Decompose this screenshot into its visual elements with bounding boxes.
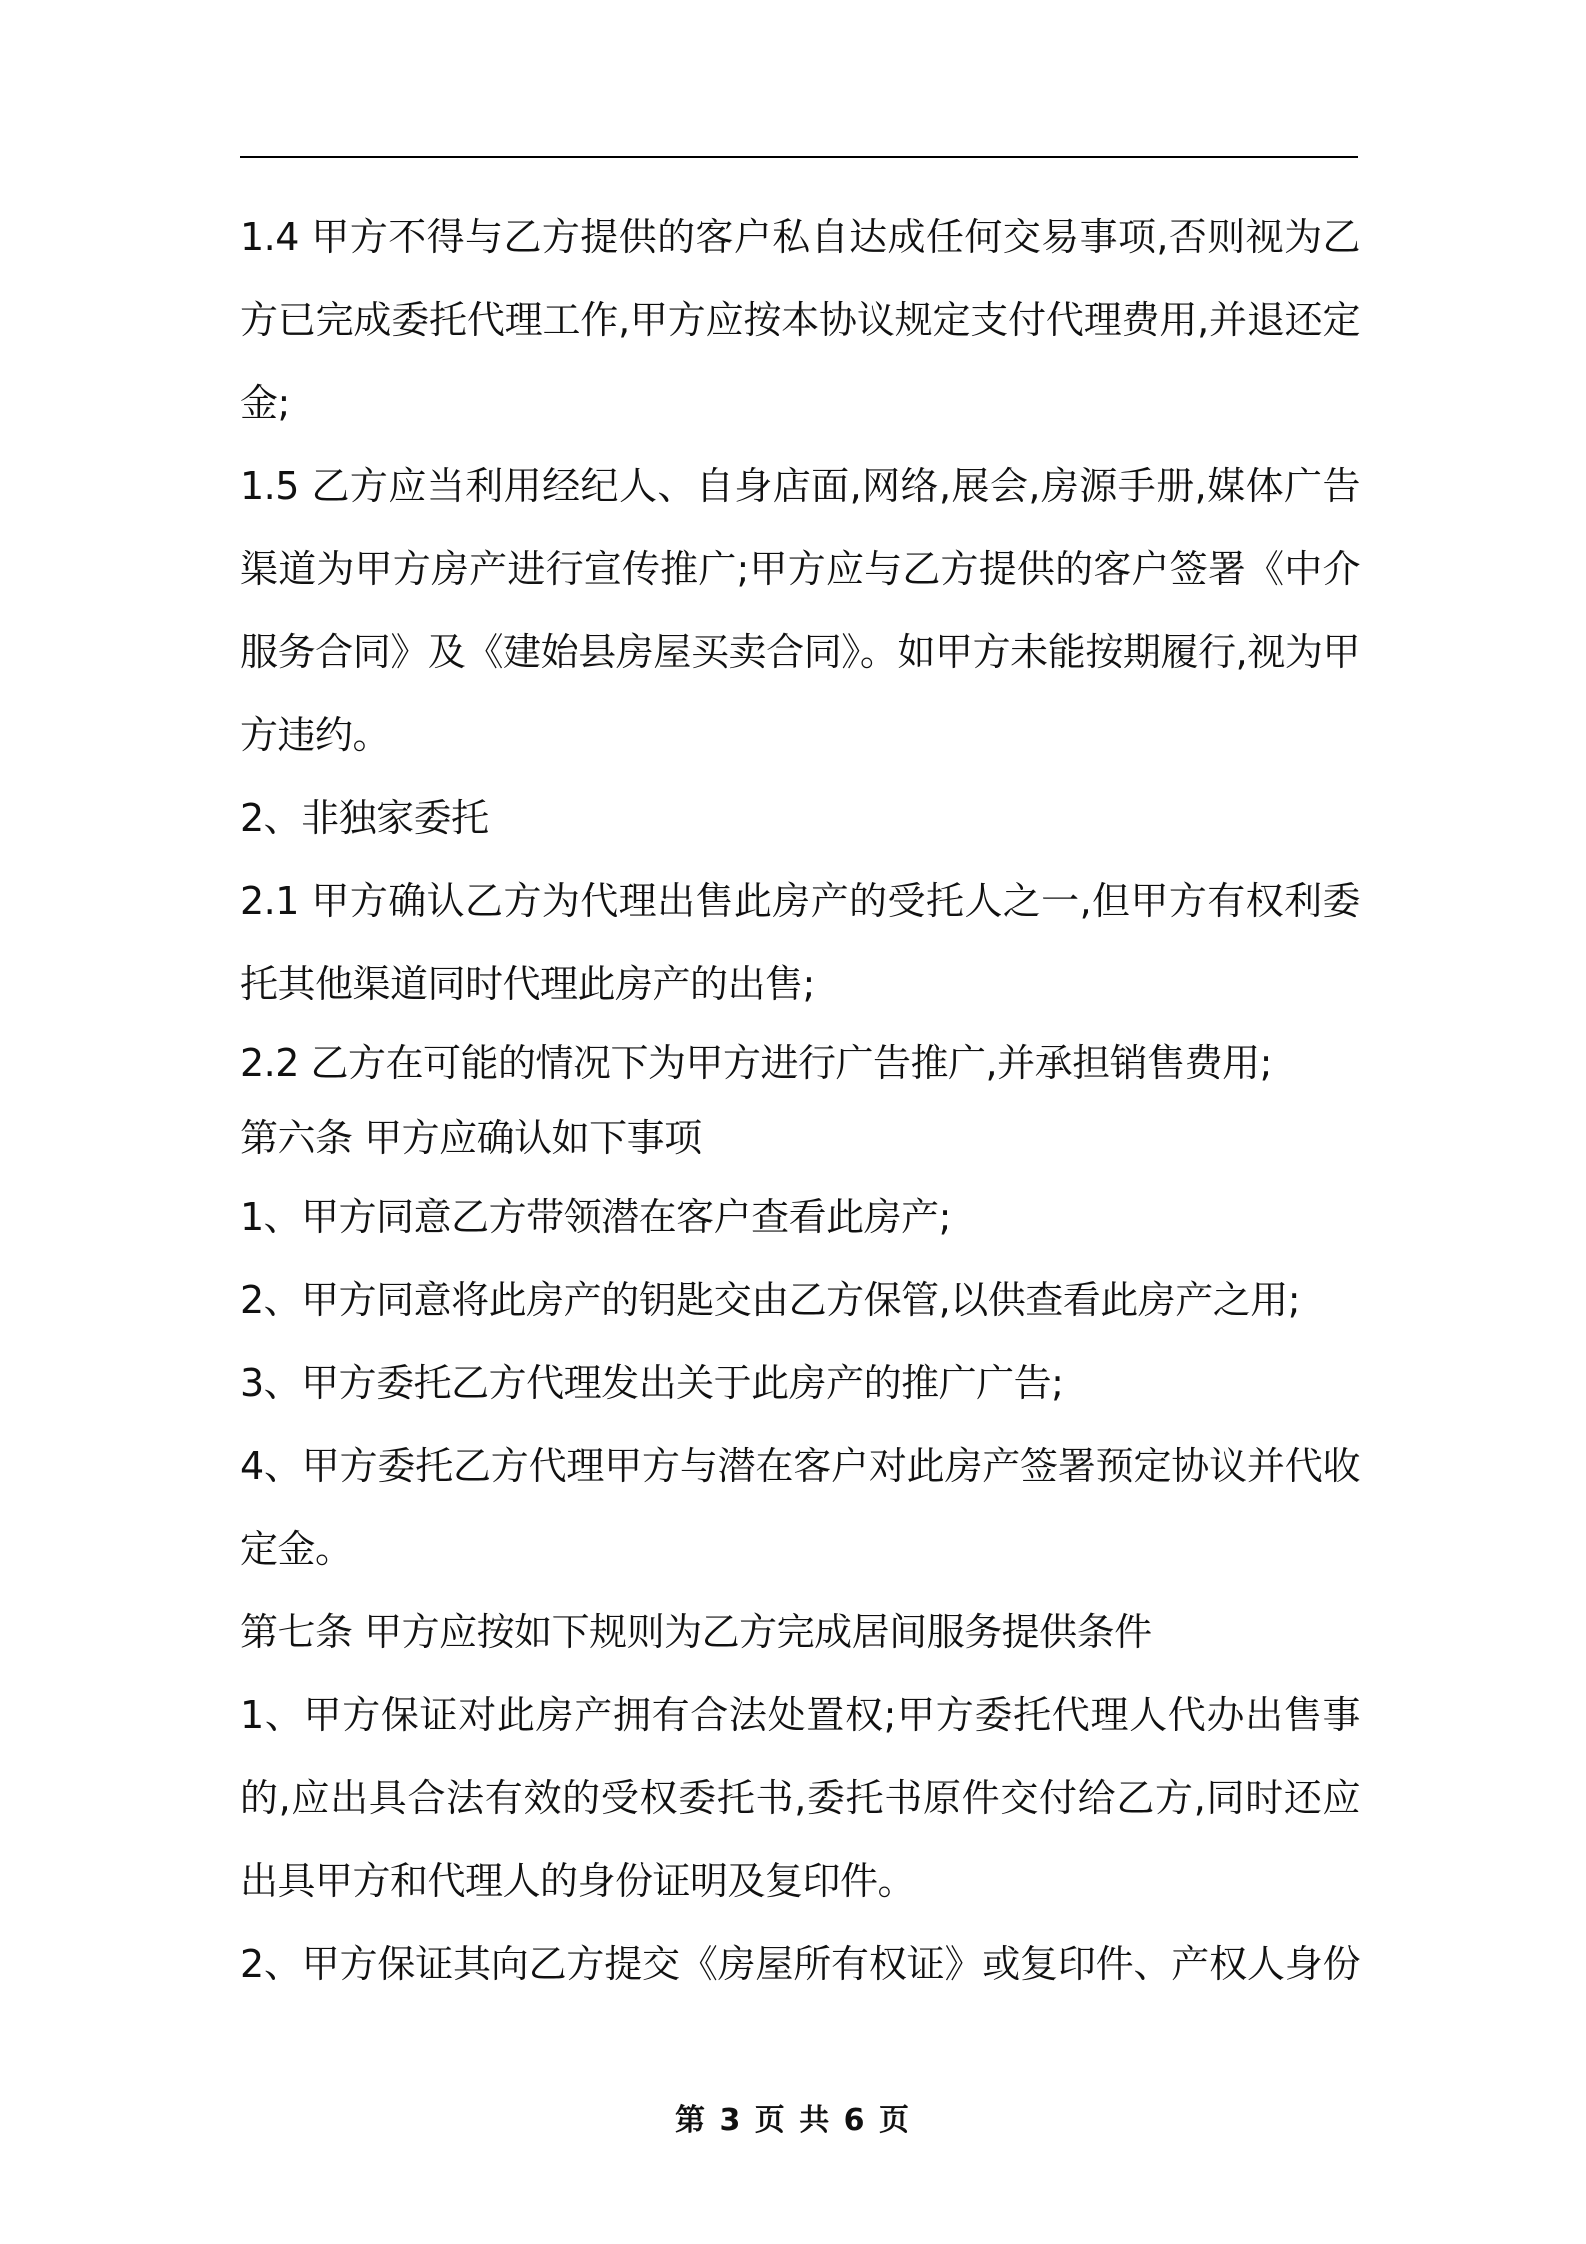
text-line: 出具甲方和代理人的身份证明及复印件。	[240, 1859, 916, 1903]
text-line: 1、甲方同意乙方带领潜在客户查看此房产;	[240, 1195, 951, 1239]
text-line: 服务合同》及《建始县房屋买卖合同》。如甲方未能按期履行,视为甲	[240, 630, 1360, 674]
text-line: 3、甲方委托乙方代理发出关于此房产的推广广告;	[240, 1361, 1064, 1405]
text-line: 方已完成委托代理工作,甲方应按本协议规定支付代理费用,并退还定	[240, 298, 1360, 342]
page-number-footer: 第 3 页 共 6 页	[675, 2103, 911, 2138]
text-line: 渠道为甲方房产进行宣传推广;甲方应与乙方提供的客户签署《中介	[240, 547, 1360, 591]
text-line: 的,应出具合法有效的受权委托书,委托书原件交付给乙方,同时还应	[240, 1776, 1360, 1820]
text-line: 1.4 甲方不得与乙方提供的客户私自达成任何交易事项,否则视为乙	[240, 215, 1360, 259]
article-heading: 第七条 甲方应按如下规则为乙方完成居间服务提供条件	[240, 1610, 1152, 1654]
text-line: 2、甲方同意将此房产的钥匙交由乙方保管,以供查看此房产之用;	[240, 1278, 1301, 1322]
text-line: 1、甲方保证对此房产拥有合法处置权;甲方委托代理人代办出售事	[240, 1693, 1360, 1737]
section-heading: 2、非独家委托	[240, 796, 489, 840]
text-line: 定金。	[240, 1527, 353, 1571]
article-heading: 第六条 甲方应确认如下事项	[240, 1116, 702, 1160]
text-line: 2.2 乙方在可能的情况下为甲方进行广告推广,并承担销售费用;	[240, 1041, 1272, 1085]
text-line: 方违约。	[240, 713, 391, 757]
text-line: 托其他渠道同时代理此房产的出售;	[240, 962, 815, 1006]
text-line: 2、甲方保证其向乙方提交《房屋所有权证》或复印件、产权人身份	[240, 1942, 1360, 1986]
text-line: 2.1 甲方确认乙方为代理出售此房产的受托人之一,但甲方有权利委	[240, 879, 1360, 923]
header-rule	[240, 156, 1358, 158]
document-body	[240, 196, 1360, 2006]
text-line: 1.5 乙方应当利用经纪人、自身店面,网络,展会,房源手册,媒体广告	[240, 464, 1360, 508]
text-line: 金;	[240, 381, 290, 425]
text-line: 4、甲方委托乙方代理甲方与潜在客户对此房产签署预定协议并代收	[240, 1444, 1360, 1488]
